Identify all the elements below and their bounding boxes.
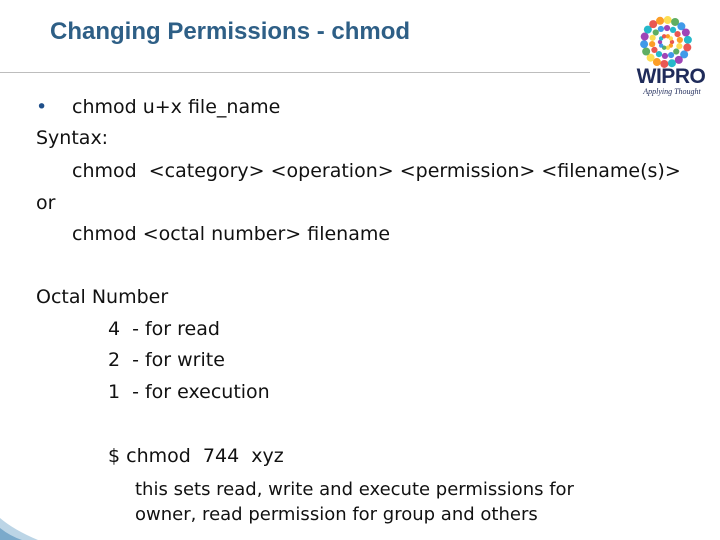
- logo-dot: [658, 26, 664, 32]
- example-explanation-1: this sets read, write and execute permissions for: [135, 479, 574, 500]
- corner-swoosh-decoration: [0, 500, 60, 540]
- logo-dot: [674, 31, 680, 37]
- octal-desc: - for read: [120, 318, 220, 340]
- example-explanation-2: owner, read permission for group and others: [135, 504, 538, 525]
- or-label: or: [36, 192, 56, 214]
- logo-dot: [642, 48, 650, 56]
- syntax-line-1: chmod <category> <operation> <permission> <filename(s)>: [72, 160, 681, 182]
- logo-dot: [650, 35, 656, 41]
- logo-wordmark: WIPRO: [636, 65, 706, 88]
- title-divider: [0, 72, 590, 73]
- logo-dot: [673, 48, 679, 54]
- logo-dot: [683, 43, 691, 51]
- octal-digit: 2: [108, 349, 121, 371]
- logo-dot: [676, 43, 682, 49]
- syntax-line-2: chmod <octal number> filename: [72, 223, 391, 245]
- logo-dot: [649, 20, 657, 28]
- logo-dot: [656, 51, 662, 57]
- logo-dot: [653, 29, 659, 35]
- logo-dot: [640, 40, 648, 48]
- logo-dot: [682, 28, 690, 36]
- logo-dot: [651, 47, 657, 53]
- bullet-text: chmod u+x file_name: [72, 96, 281, 118]
- octal-desc: - for write: [120, 349, 225, 371]
- logo-dot: [656, 17, 664, 25]
- logo-dot: [668, 52, 674, 58]
- logo-dot: [684, 36, 692, 44]
- octal-digit: 1: [108, 381, 121, 403]
- bullet-icon: •: [36, 96, 48, 118]
- octal-heading: Octal Number: [36, 286, 169, 308]
- example-command: $ chmod 744 xyz: [108, 445, 284, 467]
- logo-dot: [677, 37, 683, 43]
- logo-dot: [641, 33, 649, 41]
- octal-desc: - for execution: [120, 381, 270, 403]
- logo-dot: [664, 25, 670, 31]
- logo-dot: [649, 41, 655, 47]
- logo-dot: [675, 56, 683, 64]
- logo-dot: [662, 53, 668, 59]
- octal-digit: 4: [108, 318, 121, 340]
- logo-dot: [670, 27, 676, 33]
- logo-tagline: Applying Thought: [643, 87, 701, 96]
- slide-title: Changing Permissions - chmod: [50, 18, 411, 45]
- syntax-label: Syntax:: [36, 127, 109, 149]
- logo-dot: [669, 36, 673, 40]
- logo-dot: [664, 16, 672, 24]
